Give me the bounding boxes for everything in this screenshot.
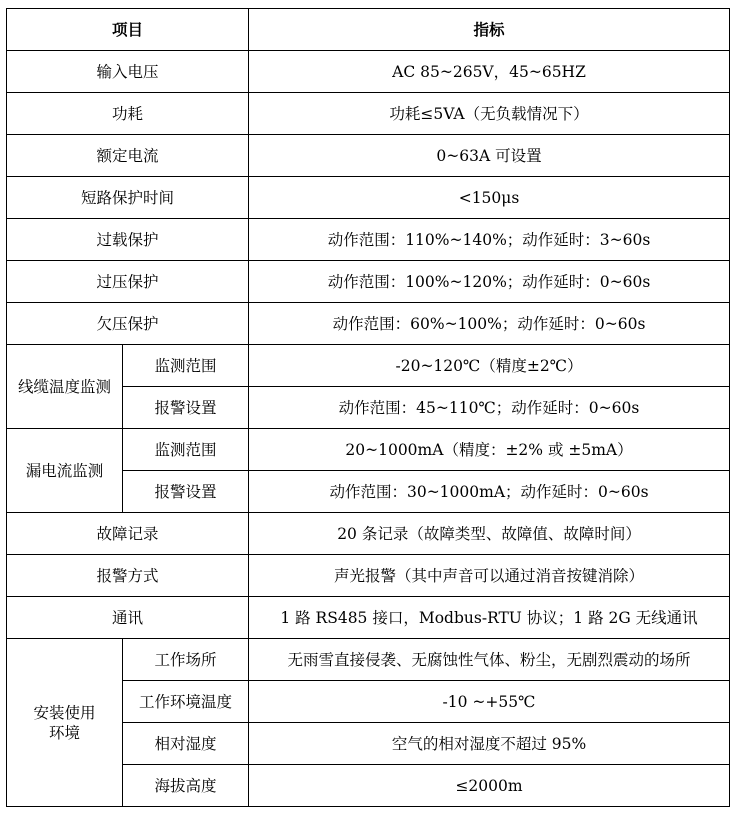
table-row xyxy=(7,597,730,639)
group-label-environment: 安装使用环境 xyxy=(7,639,123,807)
table-row xyxy=(7,429,730,471)
row-label: 故障记录 xyxy=(7,513,249,555)
table-row xyxy=(7,555,730,597)
table-row xyxy=(7,639,730,681)
spec-table xyxy=(6,8,730,807)
row-label: 通讯 xyxy=(7,597,249,639)
row-value: 1 路 RS485 接口，Modbus-RTU 协议；1 路 2G 无线通讯 xyxy=(249,597,730,639)
sub-label: 工作场所 xyxy=(123,639,249,681)
header-item: 项目 xyxy=(7,9,249,51)
table-row xyxy=(7,93,730,135)
table-row xyxy=(7,261,730,303)
table-row xyxy=(7,177,730,219)
sub-label: 海拔高度 xyxy=(123,765,249,807)
sub-label: 监测范围 xyxy=(123,429,249,471)
row-value: 动作范围：30~1000mA；动作延时：0~60s xyxy=(249,471,730,513)
sub-label: 监测范围 xyxy=(123,345,249,387)
row-value: 无雨雪直接侵袭、无腐蚀性气体、粉尘，无剧烈震动的场所 xyxy=(249,639,730,681)
header-spec: 指标 xyxy=(249,9,730,51)
group-label-leakage: 漏电流监测 xyxy=(7,429,123,513)
sub-label: 工作环境温度 xyxy=(123,681,249,723)
row-value: 空气的相对湿度不超过 95% xyxy=(249,723,730,765)
table-row xyxy=(7,345,730,387)
group-label-cable-temp: 线缆温度监测 xyxy=(7,345,123,429)
sub-label: 报警设置 xyxy=(123,471,249,513)
row-label: 功耗 xyxy=(7,93,249,135)
row-value: -20~120℃（精度±2℃） xyxy=(249,345,730,387)
row-label: 报警方式 xyxy=(7,555,249,597)
row-value: 动作范围：100%~120%；动作延时：0~60s xyxy=(249,261,730,303)
row-value: 动作范围：60%~100%；动作延时：0~60s xyxy=(249,303,730,345)
sub-label: 相对湿度 xyxy=(123,723,249,765)
row-value: 动作范围：45~110℃；动作延时：0~60s xyxy=(249,387,730,429)
row-value: 动作范围：110%~140%；动作延时：3~60s xyxy=(249,219,730,261)
row-value: -10 ~+55℃ xyxy=(249,681,730,723)
sub-label: 报警设置 xyxy=(123,387,249,429)
table-row xyxy=(7,303,730,345)
table-row xyxy=(7,513,730,555)
row-label: 额定电流 xyxy=(7,135,249,177)
row-value: 功耗≤5VA（无负载情况下） xyxy=(249,93,730,135)
row-value: 20~1000mA（精度：±2% 或 ±5mA） xyxy=(249,429,730,471)
header-row xyxy=(7,9,730,51)
row-value: 0~63A 可设置 xyxy=(249,135,730,177)
row-label: 欠压保护 xyxy=(7,303,249,345)
row-value: <150μs xyxy=(249,177,730,219)
row-label: 输入电压 xyxy=(7,51,249,93)
table-row xyxy=(7,219,730,261)
row-value: 声光报警（其中声音可以通过消音按键消除） xyxy=(249,555,730,597)
row-label: 短路保护时间 xyxy=(7,177,249,219)
table-row xyxy=(7,51,730,93)
row-label: 过压保护 xyxy=(7,261,249,303)
row-value: 20 条记录（故障类型、故障值、故障时间） xyxy=(249,513,730,555)
row-value: AC 85~265V，45~65HZ xyxy=(249,51,730,93)
row-value: ≤2000m xyxy=(249,765,730,807)
table-row xyxy=(7,135,730,177)
row-label: 过载保护 xyxy=(7,219,249,261)
